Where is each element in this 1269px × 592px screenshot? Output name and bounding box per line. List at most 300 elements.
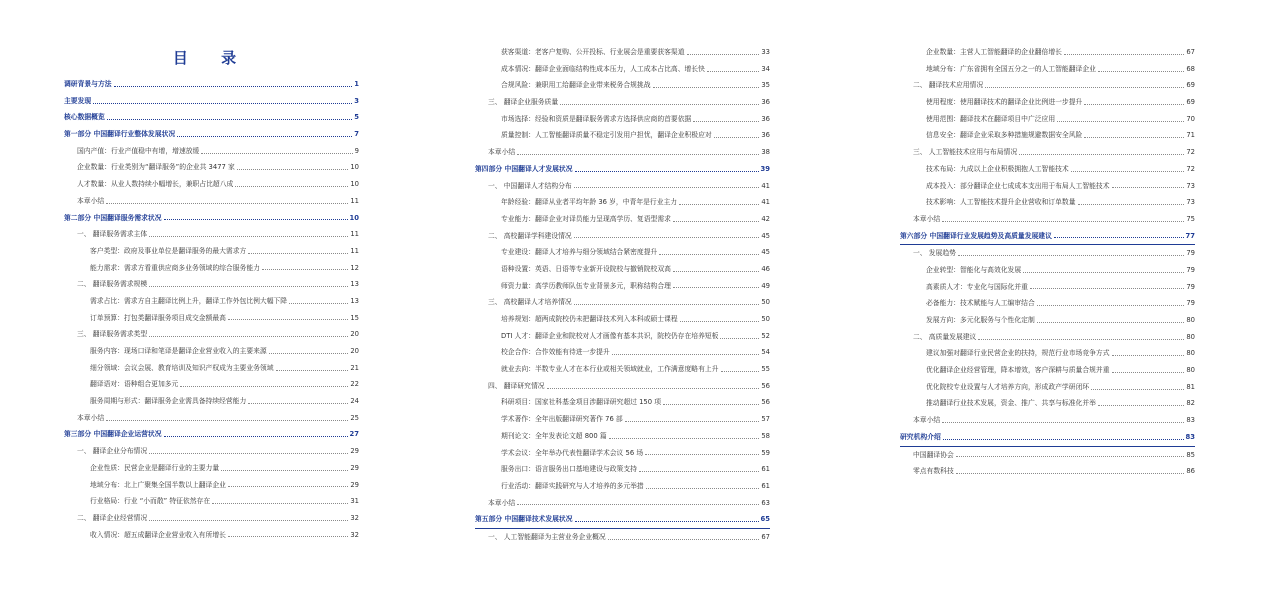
toc-entry[interactable] <box>64 493 359 510</box>
toc-entry-title: 语种设置：英语、日语等专业新开设院校与撤销院校双高 <box>501 264 671 273</box>
dot-leader <box>943 439 1184 440</box>
toc-entry-page: 61 <box>761 465 770 474</box>
toc-entry-title: 本章小结 <box>913 416 941 425</box>
dot-leader <box>1057 121 1184 122</box>
toc-entry[interactable] <box>900 447 1195 464</box>
toc-entry-title: 本章小结 <box>913 214 941 223</box>
toc-entry[interactable] <box>475 428 770 445</box>
toc-entry[interactable] <box>475 61 770 78</box>
toc-entry[interactable] <box>475 294 770 311</box>
dot-leader <box>262 269 348 270</box>
toc-entry[interactable] <box>475 378 770 395</box>
toc-entry-page: 56 <box>761 381 770 390</box>
toc-entry-page: 83 <box>1185 432 1195 441</box>
toc-entry-title: 能力需求：需求方看重供应商多业务领域的综合服务能力 <box>90 263 260 272</box>
toc-entry-page: 50 <box>761 298 770 307</box>
dot-leader <box>673 221 759 222</box>
toc-entry[interactable] <box>475 278 770 295</box>
toc-entry-page: 9 <box>354 146 359 155</box>
toc-entry-title: 成本情况：翻译企业面临结构性成本压力，人工成本占比高、增长快 <box>501 64 705 73</box>
toc-entry-title: 国内产值：行业产值稳中有增，增速放缓 <box>77 146 200 155</box>
toc-entry[interactable] <box>64 109 359 126</box>
toc-entry[interactable] <box>900 211 1195 228</box>
toc-entry-page: 69 <box>1186 98 1195 107</box>
dot-leader <box>653 87 760 88</box>
toc-entry[interactable] <box>475 127 770 144</box>
toc-entry-page: 25 <box>350 413 359 422</box>
dot-leader <box>106 420 348 421</box>
toc-entry[interactable] <box>900 279 1195 296</box>
dot-leader <box>517 504 759 505</box>
toc-entry[interactable] <box>475 244 770 261</box>
toc-entry[interactable] <box>64 176 359 193</box>
toc-entry-page: 1 <box>354 80 359 88</box>
toc-entry[interactable] <box>64 310 359 327</box>
toc-entry[interactable] <box>475 511 770 529</box>
dot-leader <box>1084 104 1184 105</box>
toc-entry-page: 45 <box>761 231 770 240</box>
toc-entry-title: 一、 中国翻译人才结构分布 <box>488 181 572 190</box>
toc-entry-title: 三、 翻译服务需求类型 <box>77 330 148 339</box>
dot-leader <box>177 136 352 137</box>
toc-entry-title: 服务内容：现场口译和笔译是翻译企业营业收入的主要来源 <box>90 347 267 355</box>
toc-entry[interactable] <box>900 44 1195 61</box>
toc-entry[interactable] <box>900 362 1195 379</box>
toc-entry-title: 第六部分 中国翻译行业发展趋势及高质量发展建议 <box>900 231 1052 240</box>
toc-entry-page: 50 <box>761 315 770 323</box>
toc-entry-page: 29 <box>350 463 359 472</box>
dot-leader <box>680 321 760 322</box>
toc-entry-title: 企业数量：主营人工智能翻译的企业翻倍增长 <box>926 48 1062 56</box>
dot-leader <box>1037 322 1185 323</box>
dot-leader <box>221 470 348 471</box>
toc-entry-title: 必备能力：技术赋能与人工编审结合 <box>926 299 1035 308</box>
toc-entry-title: 行业格局：行业 “小而散” 特征依然存在 <box>90 497 211 506</box>
dot-leader <box>1037 305 1185 306</box>
toc-entry-page: 69 <box>1186 81 1195 90</box>
dot-leader <box>1030 288 1184 289</box>
toc-entry-page: 11 <box>350 246 359 255</box>
dot-leader <box>1071 171 1185 172</box>
toc-entry-title: 推动翻译行业技术发展，资金、推广、共享与标准化并举 <box>926 399 1096 408</box>
toc-entry-title: 中国翻译协会 <box>913 450 954 459</box>
toc-entry-title: 四、 翻译研究情况 <box>488 381 545 390</box>
toc-entry-title: 学术会议：全年举办代表性翻译学术会议 56 场 <box>501 448 644 457</box>
toc-entry-page: 38 <box>761 148 770 157</box>
toc-entry-page: 33 <box>761 48 770 56</box>
toc-entry[interactable] <box>900 329 1195 346</box>
toc-entry-title: 校企合作：合作效能有待进一步提升 <box>501 348 610 357</box>
toc-entry-page: 67 <box>761 532 770 541</box>
toc-entry-page: 80 <box>1186 366 1195 375</box>
dot-leader <box>574 304 760 305</box>
toc-entry-page: 73 <box>1186 181 1195 190</box>
dot-leader <box>248 253 348 254</box>
toc-entry-title: 本章小结 <box>77 196 105 205</box>
toc-entry-title: 高素质人才：专业化与国际化并重 <box>926 282 1028 291</box>
toc-entry[interactable] <box>475 261 770 278</box>
toc-entry[interactable] <box>64 293 359 310</box>
toc-entry[interactable] <box>475 44 770 61</box>
toc-entry-page: 79 <box>1186 249 1195 258</box>
toc-entry[interactable] <box>475 311 770 328</box>
toc-entry-page: 45 <box>761 248 770 257</box>
toc-entry-title: 零点有数科技 <box>913 467 954 476</box>
toc-entry-title: 第二部分 中国翻译服务需求状况 <box>64 213 162 222</box>
toc-entry-title: 核心数据概览 <box>64 113 105 122</box>
dot-leader <box>707 71 759 72</box>
dot-leader <box>269 353 349 354</box>
dot-leader <box>673 287 759 288</box>
dot-leader <box>149 236 348 237</box>
toc-entry-title: 质量控制：人工智能翻译质量不稳定引发用户担忧，翻译企业积极应对 <box>501 131 712 140</box>
toc-entry-page: 75 <box>1186 214 1195 223</box>
toc-entry-page: 15 <box>350 313 359 322</box>
toc-entry[interactable] <box>900 228 1195 246</box>
toc-entry-page: 41 <box>761 198 770 207</box>
toc-entry-title: 就业去向：半数专业人才在本行业或相关领域就业，工作满意度略有上升 <box>501 365 719 374</box>
dot-leader <box>1091 389 1184 390</box>
toc-entry-title: 期刊论文：全年发表论文超 800 篇 <box>501 431 607 440</box>
toc-entry-title: 二、 翻译企业经营情况 <box>77 513 148 522</box>
dot-leader <box>575 171 759 172</box>
toc-entry-title: 专业建设：翻译人才培养与细分领域结合紧密度提升 <box>501 248 658 257</box>
toc-entry[interactable] <box>475 478 770 495</box>
toc-entry-title: 地域分布：广东省拥有全国五分之一的人工智能翻译企业 <box>926 64 1096 73</box>
dot-leader <box>1023 272 1184 273</box>
toc-entry-title: 第一部分 中国翻译行业整体发展状况 <box>64 130 176 139</box>
toc-entry-page: 57 <box>761 415 770 424</box>
dot-leader <box>106 203 348 204</box>
toc-entry-title: 一、 发展趋势 <box>913 249 956 258</box>
toc-entry[interactable] <box>475 144 770 161</box>
dot-leader <box>574 237 760 238</box>
toc-entry-title: 合规风险：兼职用工给翻译企业带来税务合规挑战 <box>501 81 651 90</box>
toc-entry[interactable] <box>64 410 359 427</box>
toc-entry-page: 59 <box>761 448 770 457</box>
toc-entry[interactable] <box>475 529 770 546</box>
toc-entry-page: 73 <box>1186 198 1195 207</box>
toc-entry[interactable] <box>900 144 1195 161</box>
dot-leader <box>609 438 760 439</box>
dot-leader <box>547 388 760 389</box>
toc-entry[interactable] <box>64 326 359 343</box>
dot-leader <box>517 154 759 155</box>
toc-entry-title: 一、 人工智能翻译为主营业务企业概况 <box>488 532 606 541</box>
toc-entry-title: 企业数量：行业类别为“翻译服务”的企业共 3477 家 <box>77 163 235 172</box>
toc-entry-title: 服务出口：语言服务出口基地建设与政策支持 <box>501 465 637 474</box>
toc-entry[interactable] <box>64 126 359 143</box>
toc-entry-page: 29 <box>350 480 359 489</box>
toc-entry-title: 科研项目：国家社科基金项目涉翻译研究超过 150 项 <box>501 398 662 407</box>
toc-entry[interactable] <box>475 178 770 195</box>
toc-entry-title: 建议加强对翻译行业民营企业的扶持，规范行业市场竞争方式 <box>926 349 1110 358</box>
toc-entry[interactable] <box>900 194 1195 211</box>
dot-leader <box>663 404 759 405</box>
dot-leader <box>679 204 759 205</box>
toc-entry[interactable] <box>900 345 1195 362</box>
toc-entry[interactable] <box>64 76 359 93</box>
dot-leader <box>93 103 352 104</box>
dot-leader <box>958 255 1184 256</box>
toc-entry-page: 56 <box>761 398 770 407</box>
dot-leader <box>149 453 348 454</box>
toc-entry-page: 27 <box>349 430 359 439</box>
toc-entry-title: 三、 人工智能技术应用与布局情况 <box>913 148 1018 157</box>
toc-entry[interactable] <box>900 77 1195 94</box>
toc-entry[interactable] <box>900 295 1195 312</box>
toc-entry[interactable] <box>900 395 1195 412</box>
toc-entry-title: 技术影响：人工智能技术提升企业营收和订单数量 <box>926 198 1076 207</box>
dot-leader <box>164 219 348 220</box>
dot-leader <box>248 403 348 404</box>
dot-leader <box>575 521 759 522</box>
toc-entry[interactable] <box>64 360 359 377</box>
toc-entry-title: 第三部分 中国翻译企业运营状况 <box>64 430 162 439</box>
toc-entry[interactable] <box>64 460 359 477</box>
toc-entry[interactable] <box>900 127 1195 144</box>
toc-entry-title: 研究机构介绍 <box>900 432 941 441</box>
toc-entry-page: 52 <box>761 331 770 340</box>
toc-entry[interactable] <box>64 443 359 460</box>
toc-entry-title: 二、 翻译技术应用情况 <box>913 81 984 90</box>
dot-leader <box>978 339 1184 340</box>
toc-entry[interactable] <box>900 262 1195 279</box>
toc-entry-title: 本章小结 <box>488 498 516 507</box>
toc-entry[interactable] <box>64 159 359 176</box>
toc-entry-page: 82 <box>1186 399 1195 408</box>
toc-entry-page: 32 <box>350 513 359 522</box>
dot-leader <box>237 169 349 170</box>
toc-entry-page: 85 <box>1186 450 1195 459</box>
dot-leader <box>1084 137 1184 138</box>
toc-entry[interactable] <box>475 344 770 361</box>
toc-entry[interactable] <box>64 260 359 277</box>
toc-entry[interactable] <box>475 328 770 345</box>
toc-entry-page: 68 <box>1186 64 1195 73</box>
dot-leader <box>149 520 348 521</box>
toc-entry[interactable] <box>475 94 770 111</box>
toc-entry-title: 使用范围：翻译技术在翻译项目中广泛应用 <box>926 114 1056 123</box>
dot-leader <box>180 386 348 387</box>
toc-entry-title: 二、 翻译服务需求规模 <box>77 280 148 289</box>
toc-entry-page: 71 <box>1186 131 1195 140</box>
toc-entry-title: 成本投入：部分翻译企业七成成本支出用于布局人工智能技术 <box>926 181 1110 190</box>
dot-leader <box>659 254 759 255</box>
toc-entry[interactable] <box>64 477 359 494</box>
toc-entry-title: 行业活动：翻译实践研究与人才培养的多元举措 <box>501 481 644 490</box>
toc-entry[interactable] <box>64 510 359 527</box>
toc-entry-title: 优化院校专业设置与人才培养方向，形成政产学研闭环 <box>926 382 1090 391</box>
toc-entry[interactable] <box>900 161 1195 178</box>
dot-leader <box>956 456 1185 457</box>
toc-entry[interactable] <box>64 210 359 227</box>
toc-entry-page: 39 <box>760 164 770 173</box>
dot-leader <box>228 486 348 487</box>
dot-leader <box>714 137 760 138</box>
dot-leader <box>1098 405 1184 406</box>
dot-leader <box>164 436 348 437</box>
toc-entry[interactable] <box>475 228 770 245</box>
toc-entry-page: 58 <box>761 431 770 440</box>
toc-entry[interactable] <box>475 445 770 462</box>
toc-entry-page: 10 <box>350 180 359 189</box>
toc-entry-title: 使用程度：使用翻译技术的翻译企业比例进一步提升 <box>926 98 1083 107</box>
toc-entry-page: 22 <box>350 380 359 389</box>
toc-entry-title: 本章小结 <box>488 148 516 157</box>
toc-column-2 <box>475 44 770 546</box>
toc-entry-title: 服务周期与形式：翻译服务企业需具备持续经营能力 <box>90 397 247 406</box>
toc-column-3 <box>900 44 1195 480</box>
toc-entry[interactable] <box>64 276 359 293</box>
dot-leader <box>149 286 348 287</box>
toc-entry[interactable] <box>64 143 359 160</box>
toc-entry[interactable] <box>900 94 1195 111</box>
toc-entry-title: 翻译语对：语种组合更加多元 <box>90 380 179 389</box>
toc-entry[interactable] <box>64 226 359 243</box>
toc-entry[interactable] <box>900 463 1195 480</box>
toc-entry-page: 5 <box>354 113 359 122</box>
toc-entry-title: 企业性质：民营企业是翻译行业的主要力量 <box>90 463 220 472</box>
toc-entry[interactable] <box>475 111 770 128</box>
dot-leader <box>228 536 348 537</box>
toc-entry-page: 29 <box>350 447 359 456</box>
dot-leader <box>574 187 760 188</box>
toc-entry[interactable] <box>475 194 770 211</box>
toc-entry-title: 本章小结 <box>77 413 105 422</box>
toc-entry-page: 81 <box>1186 382 1195 391</box>
dot-leader <box>1112 355 1185 356</box>
toc-entry-title: 年龄经验：翻译从业者平均年龄 36 岁，中青年是行业主力 <box>501 198 678 207</box>
toc-entry[interactable] <box>64 393 359 410</box>
toc-entry[interactable] <box>900 379 1195 396</box>
dot-leader <box>114 86 353 87</box>
toc-entry-title: 第五部分 中国翻译技术发展状况 <box>475 515 573 524</box>
toc-title: 目 录 <box>172 49 251 67</box>
toc-entry-title: 市场选择：经验和资质是翻译服务需求方选择供应商的首要依据 <box>501 114 692 123</box>
toc-entry-page: 79 <box>1186 282 1195 291</box>
toc-entry-title: 师资力量：高学历教师队伍专业背景多元，职称结构合理 <box>501 281 671 290</box>
dot-leader <box>639 471 759 472</box>
toc-entry-title: 需求占比：需求方自主翻译比例上升，翻译工作外包比例大幅下降 <box>90 296 288 305</box>
toc-entry-page: 65 <box>760 515 770 524</box>
toc-entry[interactable] <box>900 412 1195 429</box>
toc-entry[interactable] <box>475 411 770 428</box>
toc-entry-title: 地域分布：北上广聚集全国半数以上翻译企业 <box>90 480 226 489</box>
toc-entry[interactable] <box>64 343 359 360</box>
toc-entry-page: 83 <box>1186 416 1195 425</box>
toc-entry[interactable] <box>64 93 359 110</box>
toc-entry[interactable] <box>900 312 1195 329</box>
toc-entry-page: 24 <box>350 397 359 406</box>
dot-leader <box>1112 187 1185 188</box>
dot-leader <box>625 421 760 422</box>
dot-leader <box>289 303 348 304</box>
dot-leader <box>612 354 760 355</box>
toc-entry-title: 企业转型：智能化与高效化发展 <box>926 265 1022 274</box>
toc-entry-page: 86 <box>1186 467 1195 476</box>
dot-leader <box>942 221 1184 222</box>
toc-entry-title: 收入情况：超五成翻译企业营业收入有所增长 <box>90 530 226 539</box>
toc-entry[interactable] <box>64 193 359 210</box>
toc-entry-page: 20 <box>350 347 359 355</box>
toc-entry[interactable] <box>475 394 770 411</box>
toc-entry-title: 学术著作：全年出版翻译研究著作 76 部 <box>501 415 623 424</box>
toc-entry-title: 发展方向：多元化服务与个性化定制 <box>926 316 1035 324</box>
toc-entry-title: 技术布局：九成以上企业积极拥抱人工智能技术 <box>926 164 1069 173</box>
dot-leader <box>673 271 759 272</box>
toc-entry-page: 63 <box>761 498 770 507</box>
toc-entry-page: 11 <box>350 196 359 205</box>
toc-entry[interactable] <box>900 111 1195 128</box>
toc-entry-page: 31 <box>350 497 359 506</box>
toc-entry[interactable] <box>64 426 359 443</box>
toc-entry[interactable] <box>475 211 770 228</box>
dot-leader <box>956 473 1185 474</box>
toc-entry[interactable] <box>475 495 770 512</box>
toc-entry[interactable] <box>475 461 770 478</box>
toc-entry[interactable] <box>900 429 1195 447</box>
toc-entry-title: 第四部分 中国翻译人才发展状况 <box>475 164 573 173</box>
dot-leader <box>721 371 760 372</box>
toc-entry-page: 79 <box>1186 299 1195 308</box>
dot-leader <box>1064 54 1184 55</box>
toc-entry-page: 70 <box>1186 114 1195 123</box>
toc-entry-page: 10 <box>349 213 359 222</box>
toc-entry-page: 13 <box>350 296 359 305</box>
toc-entry-title: 三、 高校翻译人才培养情况 <box>488 298 572 307</box>
toc-entry-page: 35 <box>761 81 770 90</box>
dot-leader <box>235 186 348 187</box>
dot-leader <box>1019 154 1184 155</box>
toc-entry-title: 二、 高校翻译学科建设情况 <box>488 231 572 240</box>
toc-entry[interactable] <box>475 161 770 178</box>
toc-entry[interactable] <box>64 527 359 544</box>
toc-entry[interactable] <box>900 245 1195 262</box>
toc-entry-page: 46 <box>761 264 770 273</box>
toc-entry[interactable] <box>64 243 359 260</box>
toc-entry-page: 3 <box>354 96 359 105</box>
toc-entry[interactable] <box>900 61 1195 78</box>
toc-entry-title: 培养规划：超两成院校仍未把翻译技术列入本科或硕士课程 <box>501 315 678 323</box>
dot-leader <box>985 87 1184 88</box>
toc-entry-page: 11 <box>350 230 359 239</box>
toc-entry-title: 获客渠道：老客户复购、公开投标、行业展会是重要获客渠道 <box>501 48 685 56</box>
toc-entry-page: 77 <box>1185 231 1195 240</box>
dot-leader <box>1098 71 1184 72</box>
toc-entry[interactable] <box>475 361 770 378</box>
toc-entry-page: 80 <box>1186 316 1195 324</box>
toc-entry-page: 13 <box>350 280 359 289</box>
toc-entry-page: 32 <box>350 530 359 539</box>
toc-entry-page: 10 <box>350 163 359 172</box>
toc-entry[interactable] <box>64 376 359 393</box>
toc-entry-page: 55 <box>761 365 770 374</box>
toc-entry[interactable] <box>900 178 1195 195</box>
dot-leader <box>1054 237 1184 238</box>
dot-leader <box>560 104 759 105</box>
toc-entry-page: 21 <box>350 363 359 372</box>
dot-leader <box>608 539 760 540</box>
toc-entry-title: 二、 高质量发展建议 <box>913 332 977 341</box>
toc-entry[interactable] <box>475 77 770 94</box>
dot-leader <box>1112 372 1185 373</box>
dot-leader <box>228 319 348 320</box>
toc-entry-title: 专业能力：翻译企业对译员能力呈现高学历、复语型需求 <box>501 214 671 223</box>
dot-leader <box>276 370 349 371</box>
toc-entry-title: 客户类型：政府及事业单位是翻译服务的最大需求方 <box>90 246 247 255</box>
toc-entry-page: 36 <box>761 98 770 107</box>
